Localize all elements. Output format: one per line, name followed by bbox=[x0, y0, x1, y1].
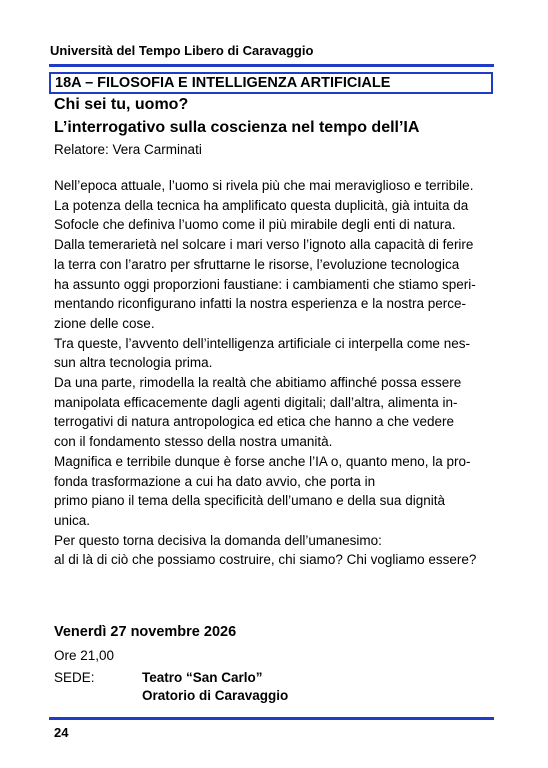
page-number: 24 bbox=[54, 725, 69, 740]
body-line: Nell’epoca attuale, l’uomo si rivela più che mai meraviglioso e terribile. bbox=[54, 178, 474, 193]
body-line: fonda trasformazione a cui ha dato avvio, che porta in bbox=[54, 473, 376, 489]
body-line: Da una parte, rimodella la realtà che abitiamo affinché possa essere bbox=[54, 375, 462, 391]
body-line: la terra con l’aratro per sfruttarne le risorse, l’evoluzione tecnologica bbox=[54, 256, 460, 272]
body-line: mentando riconfigurano infatti la nostra esperienza e la nostra perce- bbox=[54, 296, 466, 312]
body-line: Sofocle che definiva l’uomo come il più mirabile degli enti di natura. bbox=[54, 217, 456, 233]
venue-place: Oratorio di Caravaggio bbox=[142, 688, 289, 703]
footer-divider bbox=[49, 717, 494, 720]
body-line: ha assunto oggi proporzioni faustiane: i cambiamenti che stiamo speri- bbox=[54, 276, 476, 292]
body-line: Magnifica e terribile dunque è forse anche l’IA o, quanto meno, la pro- bbox=[54, 453, 471, 469]
venue-label: SEDE: bbox=[54, 670, 95, 685]
event-date: Venerdì 27 novembre 2026 bbox=[54, 624, 237, 640]
speaker-line: Relatore: Vera Carminati bbox=[54, 142, 202, 157]
body-line: unica. bbox=[54, 512, 91, 528]
body-line: Dalla temerarietà nel solcare i mari verso l’ignoto alla capacità di ferire bbox=[54, 237, 474, 253]
event-time: Ore 21,00 bbox=[54, 648, 115, 663]
venue-name: Teatro “San Carlo” bbox=[142, 670, 263, 685]
body-line: con il fondamento stesso della nostra umanità. bbox=[54, 434, 333, 450]
body-line: Per questo torna decisiva la domanda dell’umanesimo: bbox=[54, 532, 382, 548]
body-line: terrogativi di natura antropologica ed etica che hanno a che vedere bbox=[54, 414, 455, 430]
body-line: al di là di ciò che possiamo costruire, chi siamo? Chi vogliamo essere? bbox=[54, 552, 477, 568]
body-line: zione delle cose. bbox=[54, 315, 155, 331]
header-divider bbox=[49, 64, 494, 67]
section-heading-box bbox=[49, 72, 493, 94]
body-line: Tra queste, l’avvento dell’intelligenza artificiale ci interpella come nes- bbox=[54, 335, 470, 351]
body-line: sun altra tecnologia prima. bbox=[54, 355, 213, 371]
lecture-title: Chi sei tu, uomo? bbox=[54, 96, 189, 113]
lecture-description bbox=[54, 176, 499, 570]
document-header-title: Università del Tempo Libero di Caravaggio bbox=[50, 43, 314, 58]
lecture-subtitle: L’interrogativo sulla coscienza nel tempo dell’IA bbox=[54, 119, 420, 136]
body-line: primo piano il tema della specificità dell’umano e della sua dignità bbox=[54, 493, 445, 509]
body-line: manipolata efficacemente dagli agenti digitali; dall’altra, alimenta in- bbox=[54, 394, 458, 410]
section-heading: 18A – FILOSOFIA E INTELLIGENZA ARTIFICIALE bbox=[55, 75, 391, 91]
body-line: La potenza della tecnica ha amplificato questa duplicità, già intuita da bbox=[54, 197, 469, 213]
